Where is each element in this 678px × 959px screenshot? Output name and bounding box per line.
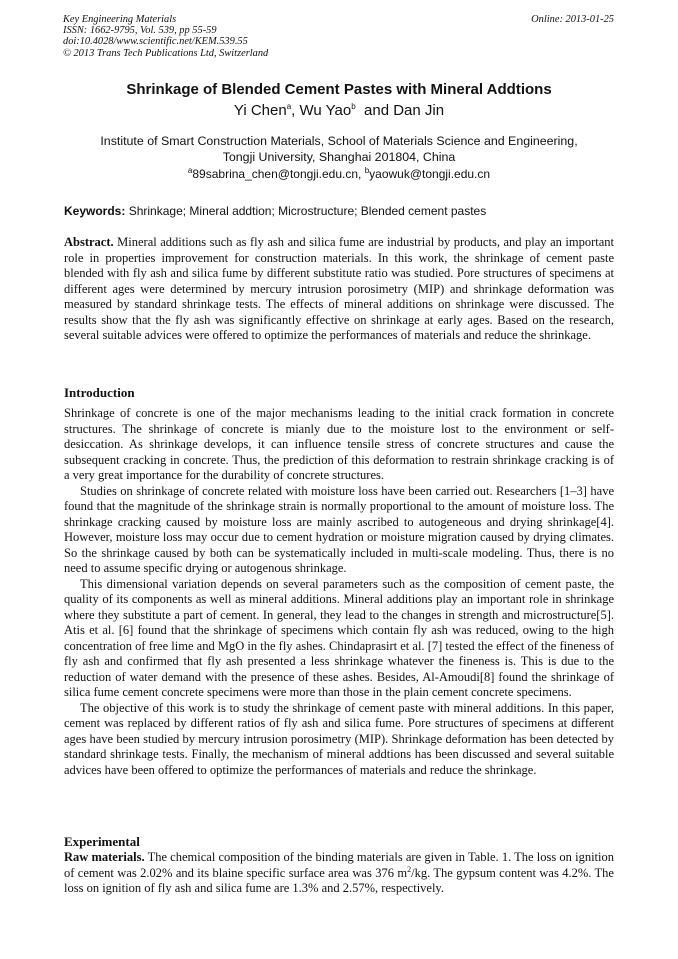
keywords-list: Shrinkage; Mineral addtion; Microstructure; Blended cement pastes [128, 204, 487, 218]
paragraph: The objective of this work is to study the shrinkage of cement paste with mineral additions. In this paper, cement was replaced by different ratios of fly ash and silica fume. Pore structures of specimens at different ages have been studied by mercury intrusion porosimetry (MIP). Shrinkage deformation has been detected by standard shrinkage tests. Finally, the mechanism of mineral addtions has been discussed and several suitable advices have been offered to optimize the performances of materials and reduce the shrinkage. [64, 700, 614, 777]
paragraph: Studies on shrinkage of concrete related with moisture loss have been carried out. Researchers [1–3] have found that the magnitude of the shrinkage strain is normally proportional to the amount of moisture loss. The shrinkage cracking caused by moisture loss are mainly ascribed to autogeneous and drying shrinkage[4]. However, moisture loss may occur due to cement hydration or moisture migration caused by drying climates. So the shrinkage caused by both can be systematically included in multi-scale modeling. Thus, there is no need to assume specific drying or autogenous shrinkage. [64, 483, 614, 575]
raw-materials-body [64, 850, 614, 897]
journal-copyright: © 2013 Trans Tech Publications Ltd, Switzerland [63, 47, 269, 59]
paragraph: Shrinkage of concrete is one of the major mechanisms leading to the initial crack formation in concrete structures. The shrinkage of concrete is mianly due to the moisture lost to the environment or self-desiccation. As shrinkage develops, it can influence tensile stress of concrete structures and cause the subsequent cracking in concrete. Thus, the prediction of this deformation to restrain shrinkage cracking is of a very great importance for the durability of concrete structures. [64, 406, 614, 482]
unit-superscript: 2 [407, 864, 412, 874]
paper-title: Shrinkage of Blended Cement Pastes with Mineral Addtions [126, 81, 552, 98]
journal-name: Key Engineering Materials [63, 14, 177, 25]
author-superscript: a [286, 102, 292, 111]
author-superscript: b [351, 102, 356, 111]
journal-header [63, 14, 614, 59]
paragraph: This dimensional variation depends on several parameters such as the composition of cement paste, the quality of its components as well as mineral additions. Mineral additions play an important role in shrinkage where they substitute a part of cement. In general, they lead to the changes in strength and microstructure[5]. Atis et al. [6] found that the shrinkage of specimens which contain fly ash was reduced, owing to the high concentration of free lime and MgO in the fly ashes. Chindaprasirt et al. [7] tested the effect of the fineness of fly ash and confirmed that fly ash presented a less shrinkage whatever the fineness is. This is due to the reduction of water demand with the presence of these ashes. Besides, Al-Amoudi[8] found the shrinkage of silica fume cement concrete specimens were more than those in the plain cement concrete specimens. [64, 576, 614, 699]
introduction-body [64, 406, 614, 778]
author-name: , Wu Yao [291, 102, 352, 119]
email-link[interactable]: yaowuk@tongji.edu.cn [369, 167, 491, 181]
affiliation [0, 133, 678, 165]
keywords [64, 204, 486, 218]
affiliation-line: Institute of Smart Construction Materials, School of Materials Science and Engineering, [100, 134, 578, 148]
section-heading-introduction: Introduction [64, 385, 135, 400]
email-link[interactable]: 89sabrina_chen@tongji.edu.cn, [192, 167, 365, 181]
abstract-label: Abstract. [64, 235, 114, 249]
abstract-text: Mineral additions such as fly ash and silica fume are industrial by products, and play an important role in properties improvement for construction materials. In this work, the shrinkage of cement paste blended with fly ash and silica fume by different substitute ratio was studied. Pore structures of specimens at different ages were determined by mercury intrusion porosimetry (MIP) and shrinkage deformation was measured by standard shrinkage tests. The effects of mineral additions on shrinkage were discussed. The results show that the fly ash was significantly effective on shrinkage at early ages. Based on the research, several suitable advices were offered to optimize the performances of materials and reduce the shrinkage. [64, 235, 614, 342]
online-date: Online: 2013-01-25 [531, 14, 614, 25]
author-name: and Dan Jin [364, 102, 445, 119]
abstract [64, 235, 614, 344]
journal-doi: doi:10.4028/www.scientific.net/KEM.539.55 [63, 36, 248, 48]
raw-materials-label: Raw materials. [64, 850, 145, 864]
author-emails [0, 167, 678, 181]
journal-issn: ISSN: 1662-9795, Vol. 539, pp 55-59 [63, 25, 217, 37]
section-heading-experimental: Experimental [64, 834, 140, 849]
keywords-label: Keywords: [64, 204, 126, 218]
email-superscript: a [187, 166, 193, 175]
author-name: Yi Chen [233, 102, 287, 119]
affiliation-line: Tongji University, Shanghai 201804, China [222, 150, 456, 164]
email-superscript: b [364, 166, 370, 175]
raw-materials-text: The chemical composition of the binding materials are given in Table. 1. The loss on ignition of cement was 2.02% and its blaine specific surface area was 376 m [64, 850, 614, 880]
author-list [0, 102, 678, 119]
raw-materials-text: /kg. The gypsum content was 4.2%. The loss on ignition of fly ash and silica fume are 1.3% and 2.57%, respectively. [64, 865, 614, 895]
